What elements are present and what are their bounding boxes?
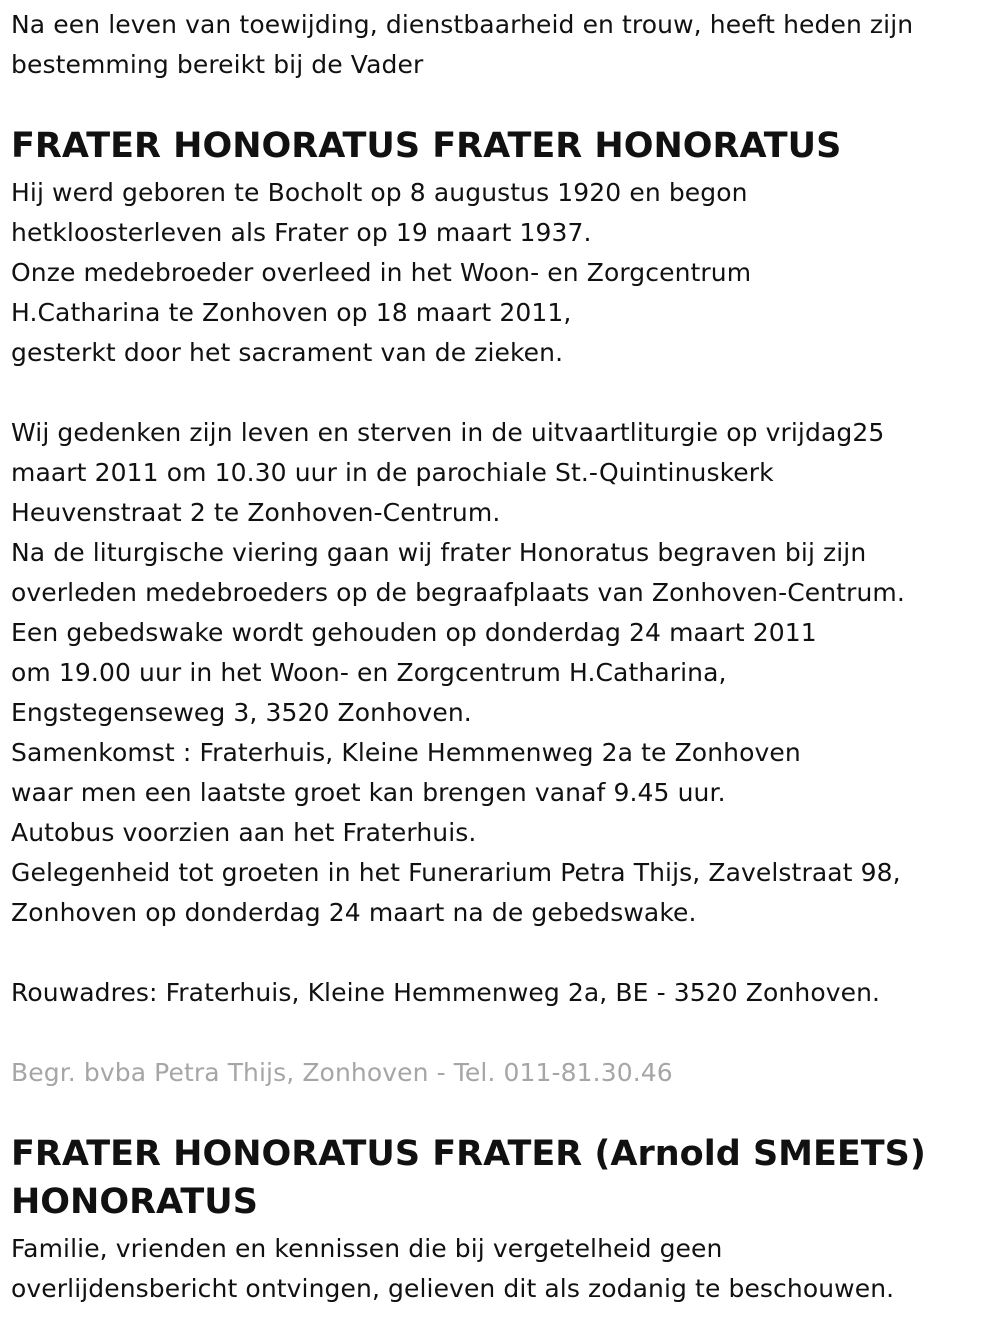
funeral-line: overleden medebroeders op de begraafplaats van Zonhoven-Centrum. [11,578,905,607]
funeral-line: Zonhoven op donderdag 24 maart na de gebedswake. [11,898,697,927]
notice-2-title-line: HONORATUS [11,1182,258,1222]
biography-line: Hij werd geboren te Bocholt op 8 augustus 1920 en begon [11,178,748,207]
notification-line: overlijdensbericht ontvingen, gelieven dit als zodanig te beschouwen. [11,1274,895,1303]
notification-paragraph [11,1229,894,1309]
funeral-line: Na de liturgische viering gaan wij frater Honoratus begraven bij zijn [11,538,867,567]
notice-1-title [11,122,841,170]
intro-paragraph [11,5,913,85]
intro-line: Na een leven van toewijding, dienstbaarheid en trouw, heeft heden zijn [11,10,914,39]
funeral-line: Heuvenstraat 2 te Zonhoven-Centrum. [11,498,501,527]
notice-2-title-line: FRATER HONORATUS FRATER (Arnold SMEETS) [11,1134,926,1174]
funeral-line: Gelegenheid tot groeten in het Funerarium Petra Thijs, Zavelstraat 98, [11,858,901,887]
biography-line: gesterkt door het sacrament van de zieken. [11,338,564,367]
funeral-line: Autobus voorzien aan het Fraterhuis. [11,818,477,847]
notice-2-title [11,1130,926,1226]
funeral-director-credit-line: Begr. bvba Petra Thijs, Zonhoven - Tel. 011-81.30.46 [11,1058,673,1087]
funeral-line: maart 2011 om 10.30 uur in de parochiale St.-Quintinuskerk [11,458,774,487]
funeral-line: Engstegenseweg 3, 3520 Zonhoven. [11,698,472,727]
notice-1-title-line: FRATER HONORATUS FRATER HONORATUS [11,126,842,166]
biography-line: hetkloosterleven als Frater op 19 maart 1937. [11,218,592,247]
intro-line: bestemming bereikt bij de Vader [11,50,424,79]
notification-line: Familie, vrienden en kennissen die bij vergetelheid geen [11,1234,723,1263]
biography-paragraph [11,173,751,373]
mourning-address [11,973,880,1013]
biography-line: H.Catharina te Zonhoven op 18 maart 2011, [11,298,572,327]
funeral-line: waar men een laatste groet kan brengen vanaf 9.45 uur. [11,778,726,807]
funeral-details-paragraph [11,413,905,933]
biography-line: Onze medebroeder overleed in het Woon- en Zorgcentrum [11,258,752,287]
funeral-line: Samenkomst : Fraterhuis, Kleine Hemmenweg 2a te Zonhoven [11,738,801,767]
funeral-line: Wij gedenken zijn leven en sterven in de uitvaartliturgie op vrijdag25 [11,418,885,447]
mourning-address-line: Rouwadres: Fraterhuis, Kleine Hemmenweg 2a, BE - 3520 Zonhoven. [11,978,881,1007]
funeral-line: Een gebedswake wordt gehouden op donderdag 24 maart 2011 [11,618,817,647]
funeral-line: om 19.00 uur in het Woon- en Zorgcentrum H.Catharina, [11,658,727,687]
funeral-director-credit [11,1053,673,1093]
